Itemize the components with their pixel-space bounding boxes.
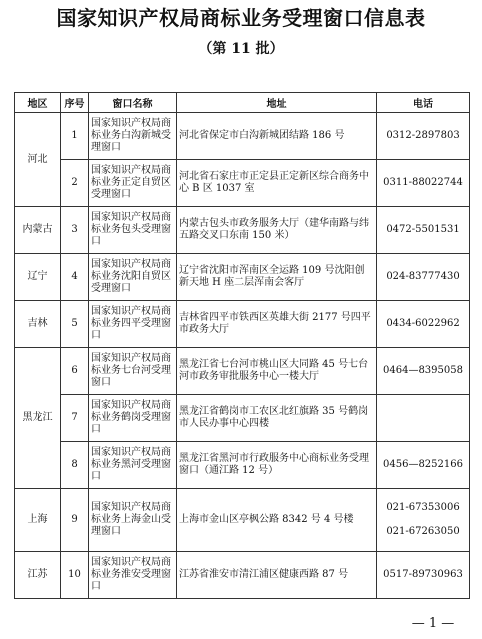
table-row	[15, 348, 470, 395]
address-cell: 河北省石家庄市正定县正定新区综合商务中心 B 区 1037 室	[177, 160, 377, 207]
window-name-cell: 国家知识产权局商标业务白沟新城受理窗口	[89, 113, 177, 160]
header-no: 序号	[61, 93, 89, 113]
window-name-cell: 国家知识产权局商标业务鹤岗受理窗口	[89, 395, 177, 442]
phone-cell: 0472-5501531	[377, 207, 470, 254]
header-region: 地区	[15, 93, 61, 113]
region-cell: 辽宁	[15, 254, 61, 301]
row-number-cell: 9	[61, 489, 89, 552]
header-window: 窗口名称	[89, 93, 177, 113]
address-cell: 上海市金山区亭枫公路 8342 号 4 号楼	[177, 489, 377, 552]
table-row	[15, 301, 470, 348]
window-name-cell: 国家知识产权局商标业务黑河受理窗口	[89, 442, 177, 489]
region-cell: 黑龙江	[15, 348, 61, 489]
address-cell: 黑龙江省七台河市桃山区大同路 45 号七台河市政务审批服务中心一楼大厅	[177, 348, 377, 395]
phone-cell: 0464—8395058	[377, 348, 470, 395]
region-cell: 内蒙古	[15, 207, 61, 254]
table-row	[15, 552, 470, 599]
phone-cell: 024-83777430	[377, 254, 470, 301]
address-cell: 河北省保定市白沟新城团结路 186 号	[177, 113, 377, 160]
table-row	[15, 254, 470, 301]
window-name-cell: 国家知识产权局商标业务七台河受理窗口	[89, 348, 177, 395]
phone-cell: 0456—8252166	[377, 442, 470, 489]
row-number-cell: 3	[61, 207, 89, 254]
page-title: 国家知识产权局商标业务受理窗口信息表	[56, 6, 426, 30]
table-row	[15, 395, 470, 442]
row-number-cell: 8	[61, 442, 89, 489]
phone-cell: 0434-6022962	[377, 301, 470, 348]
row-number-cell: 6	[61, 348, 89, 395]
region-cell: 上海	[15, 489, 61, 552]
phone-line: 021-67263050	[386, 526, 460, 537]
header-phone: 电话	[377, 93, 470, 113]
table-row	[15, 160, 470, 207]
window-name-cell: 国家知识产权局商标业务上海金山受理窗口	[89, 489, 177, 552]
address-cell: 黑龙江省黑河市行政服务中心商标业务受理窗口（通江路 12 号）	[177, 442, 377, 489]
row-number-cell: 10	[61, 552, 89, 599]
phone-cell: 0517-89730963	[377, 552, 470, 599]
row-number-cell: 1	[61, 113, 89, 160]
window-name-cell: 国家知识产权局商标业务正定自贸区受理窗口	[89, 160, 177, 207]
address-cell: 吉林省四平市铁西区英雄大街 2177 号四平市政务大厅	[177, 301, 377, 348]
table-row	[15, 442, 470, 489]
address-cell: 内蒙古包头市政务服务大厅（建华南路与纬五路交叉口东南 150 米）	[177, 207, 377, 254]
address-cell: 黑龙江省鹤岗市工农区北红旗路 35 号鹤岗市人民办事中心四楼	[177, 395, 377, 442]
table-row	[15, 489, 470, 552]
phone-cell	[377, 489, 470, 552]
window-name-cell: 国家知识产权局商标业务淮安受理窗口	[89, 552, 177, 599]
address-cell: 江苏省淮安市清江浦区健康西路 87 号	[177, 552, 377, 599]
trademark-window-table	[14, 92, 470, 599]
address-cell: 辽宁省沈阳市浑南区全运路 109 号沈阳创新天地 H 座二层浑南会客厅	[177, 254, 377, 301]
row-number-cell: 7	[61, 395, 89, 442]
region-cell: 江苏	[15, 552, 61, 599]
page-subtitle: （第 11 批）	[198, 41, 284, 57]
header-address: 地址	[177, 93, 377, 113]
window-name-cell: 国家知识产权局商标业务包头受理窗口	[89, 207, 177, 254]
page-number: — 1 —	[411, 616, 455, 631]
window-name-cell: 国家知识产权局商标业务沈阳自贸区受理窗口	[89, 254, 177, 301]
phone-line: 021-67353006	[386, 502, 460, 513]
table-header-row	[15, 93, 470, 113]
phone-cell: 0311-88022744	[377, 160, 470, 207]
window-name-cell: 国家知识产权局商标业务四平受理窗口	[89, 301, 177, 348]
phone-cell: 0312-2897803	[377, 113, 470, 160]
region-cell: 河北	[15, 113, 61, 207]
row-number-cell: 2	[61, 160, 89, 207]
table-row	[15, 207, 470, 254]
region-cell: 吉林	[15, 301, 61, 348]
row-number-cell: 4	[61, 254, 89, 301]
table-row	[15, 113, 470, 160]
phone-cell	[377, 395, 470, 442]
row-number-cell: 5	[61, 301, 89, 348]
